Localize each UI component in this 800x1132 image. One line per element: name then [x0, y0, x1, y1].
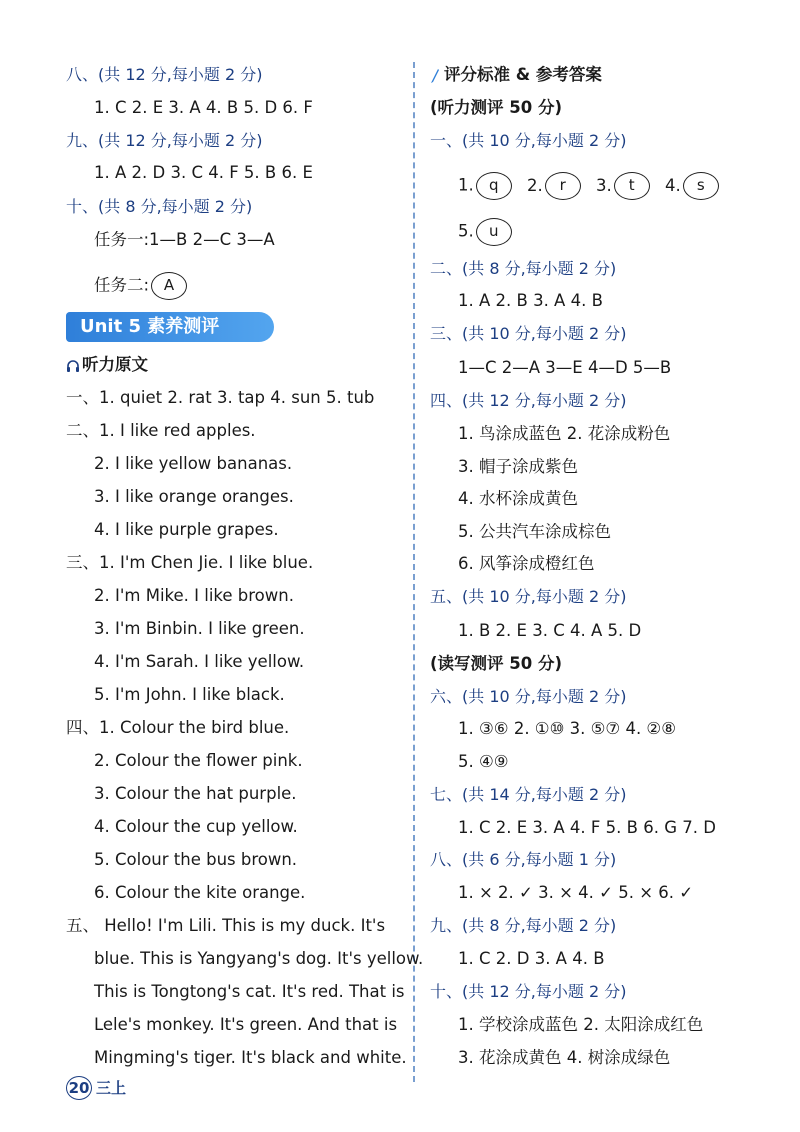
section-10-title: 十、(共 8 分,每小题 2 分): [66, 197, 253, 216]
r-section-4-title: 四、(共 12 分,每小题 2 分): [430, 391, 627, 410]
part-4-line: 2. Colour the flower pink.: [94, 751, 303, 770]
r-section-6-answer: 5. ④⑨: [458, 752, 509, 771]
part-3-line: 三、1. I'm Chen Jie. I like blue.: [66, 553, 314, 572]
part-4-line: 4. Colour the cup yellow.: [94, 817, 298, 836]
r-section-4-answer: 4. 水杯涂成黄色: [458, 489, 578, 508]
r-section-8-title: 八、(共 6 分,每小题 1 分): [430, 850, 617, 869]
part-4-line: 6. Colour the kite orange.: [94, 883, 306, 902]
section-9-title: 九、(共 12 分,每小题 2 分): [66, 131, 263, 150]
part-2-line: 二、1. I like red apples.: [66, 421, 256, 440]
task-2-circled-answer: A: [151, 272, 187, 300]
task-2-row: [94, 272, 187, 300]
r-section-10-answer: 3. 花涂成黄色 4. 树涂成绿色: [458, 1048, 671, 1067]
part-3-line: 3. I'm Binbin. I like green.: [94, 619, 305, 638]
item-number: 5.: [458, 221, 474, 241]
column-divider: [413, 62, 415, 1082]
page-footer: [66, 1076, 126, 1100]
part-4-line: 四、1. Colour the bird blue.: [66, 718, 290, 737]
grade-label: 三上: [96, 1079, 127, 1097]
task-2-label: 任务二:: [94, 275, 150, 295]
r-section-1-row1: [458, 172, 719, 200]
part-2-line: 2. I like yellow bananas.: [94, 454, 293, 473]
part-2-line: 4. I like purple grapes.: [94, 520, 279, 539]
item-number: 2.: [527, 175, 543, 195]
r-section-4-answer: 6. 风筝涂成橙红色: [458, 554, 595, 573]
r-section-9-answers: 1. C 2. D 3. A 4. B: [458, 949, 605, 968]
circled-letter: u: [476, 218, 512, 246]
circled-letter: s: [683, 172, 719, 200]
part-1-line: 一、1. quiet 2. rat 3. tap 4. sun 5. tub: [66, 388, 375, 407]
part-3-line: 4. I'm Sarah. I like yellow.: [94, 652, 305, 671]
part-5-line: 五、 Hello! I'm Lili. This is my duck. It's: [66, 916, 386, 935]
r-section-4-answer: 1. 鸟涂成蓝色 2. 花涂成粉色: [458, 424, 671, 443]
r-section-7-answers: 1. C 2. E 3. A 4. F 5. B 6. G 7. D: [458, 818, 716, 837]
r-section-3-title: 三、(共 10 分,每小题 2 分): [430, 324, 627, 343]
circled-letter: t: [614, 172, 650, 200]
r-section-10-answer: 1. 学校涂成蓝色 2. 太阳涂成红色: [458, 1015, 704, 1034]
part-5-line: blue. This is Yangyang's dog. It's yellow.: [94, 949, 424, 968]
part-5-line: This is Tongtong's cat. It's red. That is: [94, 982, 405, 1001]
r-section-6-title: 六、(共 10 分,每小题 2 分): [430, 687, 627, 706]
answers-header-text: 评分标准 & 参考答案: [444, 65, 602, 84]
listening-header: [66, 354, 148, 376]
part-5-line: Mingming's tiger. It's black and white.: [94, 1048, 407, 1067]
part-2-line: 3. I like orange oranges.: [94, 487, 294, 506]
circled-letter: r: [545, 172, 581, 200]
task-1-answer: 任务一:1—B 2—C 3—A: [94, 230, 275, 249]
part-4-line: 5. Colour the bus brown.: [94, 850, 298, 869]
reading-writing-total: (读写测评 50 分): [430, 654, 563, 673]
r-section-7-title: 七、(共 14 分,每小题 2 分): [430, 785, 627, 804]
r-section-4-answer: 3. 帽子涂成紫色: [458, 457, 578, 476]
item-number: 1.: [458, 175, 474, 195]
part-3-line: 5. I'm John. I like black.: [94, 685, 285, 704]
r-section-9-title: 九、(共 8 分,每小题 2 分): [430, 916, 617, 935]
part-5-line: Lele's monkey. It's green. And that is: [94, 1015, 398, 1034]
r-section-10-title: 十、(共 12 分,每小题 2 分): [430, 982, 627, 1001]
r-section-5-answers: 1. B 2. E 3. C 4. A 5. D: [458, 621, 642, 640]
r-section-4-answer: 5. 公共汽车涂成棕色: [458, 522, 611, 541]
answers-header: [430, 64, 602, 86]
page-number: 20: [66, 1076, 92, 1100]
r-section-1-row2: [458, 218, 512, 246]
part-3-line: 2. I'm Mike. I like brown.: [94, 586, 294, 605]
listening-header-text: 听力原文: [82, 355, 148, 374]
r-section-1-title: 一、(共 10 分,每小题 2 分): [430, 131, 627, 150]
r-section-5-title: 五、(共 10 分,每小题 2 分): [430, 587, 627, 606]
r-section-2-answers: 1. A 2. B 3. A 4. B: [458, 291, 603, 310]
section-8-answers: 1. C 2. E 3. A 4. B 5. D 6. F: [94, 98, 313, 117]
section-8-title: 八、(共 12 分,每小题 2 分): [66, 65, 263, 84]
r-section-2-title: 二、(共 8 分,每小题 2 分): [430, 259, 617, 278]
circled-letter: q: [476, 172, 512, 200]
item-number: 4.: [665, 175, 681, 195]
headphones-icon: [66, 359, 80, 373]
r-section-8-answers: 1. × 2. ✓ 3. × 4. ✓ 5. × 6. ✓: [458, 883, 694, 902]
unit-banner: Unit 5 素养测评: [66, 312, 274, 342]
r-section-3-answers: 1—C 2—A 3—E 4—D 5—B: [458, 358, 672, 377]
item-number: 3.: [596, 175, 612, 195]
listening-total: (听力测评 50 分): [430, 98, 563, 117]
section-9-answers: 1. A 2. D 3. C 4. F 5. B 6. E: [94, 163, 313, 182]
part-4-line: 3. Colour the hat purple.: [94, 784, 297, 803]
r-section-6-answer: 1. ③⑥ 2. ①⑩ 3. ⑤⑦ 4. ②⑧: [458, 719, 677, 738]
pen-icon: [430, 68, 440, 84]
